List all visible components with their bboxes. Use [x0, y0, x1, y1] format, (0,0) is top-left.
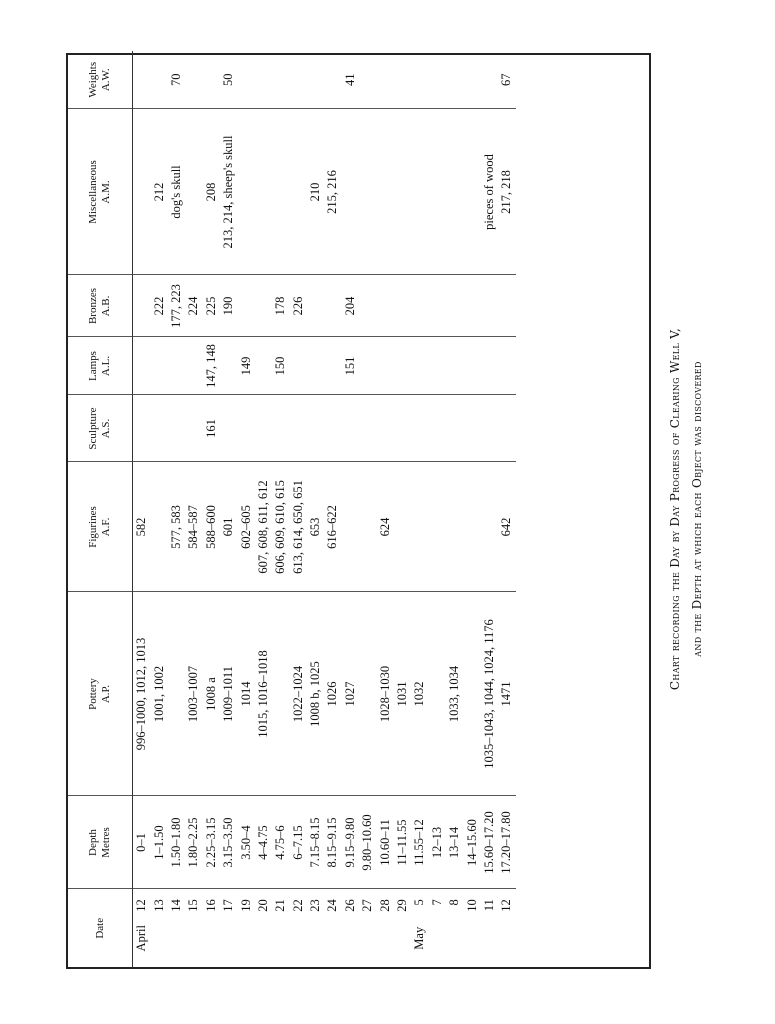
cell-misc: [411, 109, 428, 275]
header-sculpture: Sculpture A.S.: [68, 395, 133, 462]
cell-figurines: 601: [220, 462, 237, 592]
cell-pottery: [359, 592, 376, 796]
cell-pottery: 1001, 1002: [150, 592, 167, 796]
table-row: [498, 51, 515, 967]
cell-weights: [446, 51, 463, 109]
cell-sculpture: [411, 395, 428, 462]
cell-weights: [429, 51, 446, 109]
cell-depth: 6–7.15: [290, 796, 307, 889]
header-weights: Weights A.W.: [68, 51, 133, 109]
table-row: [394, 51, 411, 967]
rotated-page: [66, 53, 704, 969]
table-row: [376, 51, 393, 967]
cell-bronzes: 225: [203, 275, 220, 337]
cell-sculpture: [168, 395, 185, 462]
chart-caption: [664, 249, 708, 769]
table-row: [324, 51, 341, 967]
header-bronzes: Bronzes A.B.: [68, 275, 133, 337]
cell-lamps: 147, 148: [203, 337, 220, 395]
cell-figurines: 606, 609, 610, 615: [272, 462, 289, 592]
cell-depth: 1.80–2.25: [185, 796, 202, 889]
date-day: 17: [221, 899, 236, 912]
cell-depth: 11–11.55: [394, 796, 411, 889]
cell-sculpture: [481, 395, 498, 462]
cell-pottery: [272, 592, 289, 796]
caption-line-1: Chart recording the Day by Day Progress of Clearing Well V,: [668, 327, 682, 691]
table-row: [237, 51, 254, 967]
table-row: [133, 51, 151, 967]
header-miscellaneous: Miscellaneous A.M.: [68, 109, 133, 275]
cell-sculpture: [324, 395, 341, 462]
cell-pottery: [429, 592, 446, 796]
cell-misc: pieces of wood: [481, 109, 498, 275]
cell-sculpture: [255, 395, 272, 462]
cell-lamps: [463, 337, 480, 395]
cell-lamps: [133, 337, 151, 395]
cell-weights: 67: [498, 51, 515, 109]
cell-bronzes: [376, 275, 393, 337]
cell-date: [394, 889, 411, 967]
date-day: 21: [273, 899, 288, 912]
cell-figurines: [342, 462, 359, 592]
cell-date: [481, 889, 498, 967]
cell-bronzes: [446, 275, 463, 337]
cell-figurines: 642: [498, 462, 515, 592]
cell-weights: [185, 51, 202, 109]
header-depth: Depth Metres: [68, 796, 133, 889]
cell-weights: 41: [342, 51, 359, 109]
cell-date: [307, 889, 324, 967]
cell-lamps: [429, 337, 446, 395]
table-row: [150, 51, 167, 967]
table-row: [429, 51, 446, 967]
cell-date: [411, 889, 428, 967]
cell-date: [185, 889, 202, 967]
cell-pottery: 1031: [394, 592, 411, 796]
table-row: [411, 51, 428, 967]
cell-date: [429, 889, 446, 967]
cell-weights: [481, 51, 498, 109]
cell-date: [220, 889, 237, 967]
cell-bronzes: [324, 275, 341, 337]
cell-bronzes: 178: [272, 275, 289, 337]
cell-weights: [237, 51, 254, 109]
cell-lamps: [255, 337, 272, 395]
cell-date: [237, 889, 254, 967]
cell-figurines: [150, 462, 167, 592]
date-day: 24: [325, 899, 340, 912]
cell-date: [168, 889, 185, 967]
cell-figurines: [463, 462, 480, 592]
date-day: 15: [186, 899, 201, 912]
cell-depth: 10.60–11: [376, 796, 393, 889]
cell-sculpture: [394, 395, 411, 462]
cell-pottery: 1027: [342, 592, 359, 796]
cell-lamps: [185, 337, 202, 395]
cell-figurines: [411, 462, 428, 592]
cell-misc: 213, 214, sheep's skull: [220, 109, 237, 275]
cell-sculpture: [498, 395, 515, 462]
cell-depth: 13–14: [446, 796, 463, 889]
cell-pottery: 1008 b, 1025: [307, 592, 324, 796]
cell-weights: 50: [220, 51, 237, 109]
cell-misc: [463, 109, 480, 275]
cell-depth: 9.15–9.80: [342, 796, 359, 889]
table-row: [272, 51, 289, 967]
cell-lamps: [481, 337, 498, 395]
cell-weights: [255, 51, 272, 109]
cell-depth: 15.60–17.20: [481, 796, 498, 889]
header-date: Date: [68, 889, 133, 967]
cell-figurines: 584–587: [185, 462, 202, 592]
cell-lamps: 149: [237, 337, 254, 395]
cell-sculpture: [376, 395, 393, 462]
cell-pottery: 1032: [411, 592, 428, 796]
cell-figurines: [359, 462, 376, 592]
cell-weights: [463, 51, 480, 109]
cell-figurines: [446, 462, 463, 592]
cell-figurines: 577, 583: [168, 462, 185, 592]
table-row: [307, 51, 324, 967]
date-day: 14: [168, 899, 183, 912]
cell-figurines: 582: [133, 462, 151, 592]
cell-date: [255, 889, 272, 967]
cell-pottery: 1033, 1034: [446, 592, 463, 796]
cell-bronzes: [498, 275, 515, 337]
cell-depth: 1.50–1.80: [168, 796, 185, 889]
cell-depth: 2.25–3.15: [203, 796, 220, 889]
cell-pottery: 1003–1007: [185, 592, 202, 796]
cell-depth: 17.20–17.80: [498, 796, 515, 889]
cell-date: [324, 889, 341, 967]
cell-pottery: [168, 592, 185, 796]
cell-bronzes: 226: [290, 275, 307, 337]
cell-lamps: [394, 337, 411, 395]
cell-depth: 3.50–4: [237, 796, 254, 889]
cell-bronzes: [429, 275, 446, 337]
cell-figurines: [481, 462, 498, 592]
table-row: [359, 51, 376, 967]
table-row: [463, 51, 480, 967]
date-month: May: [412, 926, 427, 950]
cell-depth: 14–15.60: [463, 796, 480, 889]
cell-sculpture: [446, 395, 463, 462]
cell-bronzes: [394, 275, 411, 337]
cell-bronzes: 177, 223: [168, 275, 185, 337]
cell-depth: 11.55–12: [411, 796, 428, 889]
header-pottery: Pottery A.P.: [68, 592, 133, 796]
cell-figurines: 602–605: [237, 462, 254, 592]
cell-weights: [376, 51, 393, 109]
caption-line-2: and the Depth at which each Object was discovered: [690, 361, 704, 657]
cell-lamps: [359, 337, 376, 395]
table-row: [203, 51, 220, 967]
cell-weights: [290, 51, 307, 109]
chart-table-frame: [66, 53, 651, 969]
cell-pottery: 1008 a: [203, 592, 220, 796]
cell-bronzes: [359, 275, 376, 337]
header-row: [68, 51, 133, 967]
cell-date: [463, 889, 480, 967]
cell-misc: [342, 109, 359, 275]
cell-date: [359, 889, 376, 967]
cell-bronzes: [255, 275, 272, 337]
cell-sculpture: [150, 395, 167, 462]
cell-sculpture: [133, 395, 151, 462]
table-row: [168, 51, 185, 967]
cell-date: [446, 889, 463, 967]
cell-lamps: [290, 337, 307, 395]
cell-bronzes: 222: [150, 275, 167, 337]
cell-bronzes: [133, 275, 151, 337]
date-day: 23: [308, 899, 323, 912]
header-figurines: Figurines A.F.: [68, 462, 133, 592]
cell-weights: 70: [168, 51, 185, 109]
cell-pottery: 1014: [237, 592, 254, 796]
table-row: [481, 51, 498, 967]
cell-pottery: 1009–1011: [220, 592, 237, 796]
cell-sculpture: [290, 395, 307, 462]
cell-bronzes: [237, 275, 254, 337]
date-day: 26: [342, 899, 357, 912]
cell-pottery: 996–1000, 1012, 1013: [133, 592, 151, 796]
cell-misc: [237, 109, 254, 275]
cell-lamps: [150, 337, 167, 395]
cell-date: [498, 889, 515, 967]
header-lamps: Lamps A.L.: [68, 337, 133, 395]
cell-weights: [203, 51, 220, 109]
cell-lamps: [498, 337, 515, 395]
table-row: [290, 51, 307, 967]
cell-pottery: 1015, 1016–1018: [255, 592, 272, 796]
cell-depth: 12–13: [429, 796, 446, 889]
cell-figurines: 613, 614, 650, 651: [290, 462, 307, 592]
date-day: 27: [360, 899, 375, 912]
date-day: 13: [151, 899, 166, 912]
cell-bronzes: 204: [342, 275, 359, 337]
cell-date: [203, 889, 220, 967]
cell-depth: 3.15–3.50: [220, 796, 237, 889]
cell-misc: [429, 109, 446, 275]
cell-misc: [133, 109, 151, 275]
cell-figurines: 624: [376, 462, 393, 592]
cell-misc: [376, 109, 393, 275]
cell-pottery: 1035–1043, 1044, 1024, 1176: [481, 592, 498, 796]
cell-misc: 215, 216: [324, 109, 341, 275]
cell-misc: 210: [307, 109, 324, 275]
cell-lamps: [168, 337, 185, 395]
date-month: April: [134, 925, 149, 952]
date-day: 16: [203, 899, 218, 912]
cell-weights: [359, 51, 376, 109]
cell-bronzes: 224: [185, 275, 202, 337]
cell-figurines: 616–622: [324, 462, 341, 592]
cell-weights: [411, 51, 428, 109]
cell-lamps: [307, 337, 324, 395]
cell-misc: 208: [203, 109, 220, 275]
cell-misc: [185, 109, 202, 275]
cell-weights: [324, 51, 341, 109]
cell-depth: 7.15–8.15: [307, 796, 324, 889]
cell-sculpture: [237, 395, 254, 462]
cell-weights: [150, 51, 167, 109]
cell-lamps: 151: [342, 337, 359, 395]
date-day: 12: [499, 899, 514, 912]
cell-misc: [290, 109, 307, 275]
date-day: 28: [377, 899, 392, 912]
table-row: [220, 51, 237, 967]
cell-misc: [394, 109, 411, 275]
cell-sculpture: [429, 395, 446, 462]
cell-bronzes: [463, 275, 480, 337]
cell-pottery: 1471: [498, 592, 515, 796]
cell-lamps: [411, 337, 428, 395]
cell-depth: 9.80–10.60: [359, 796, 376, 889]
date-day: 20: [255, 899, 270, 912]
cell-date: [376, 889, 393, 967]
cell-sculpture: [185, 395, 202, 462]
cell-bronzes: [307, 275, 324, 337]
cell-weights: [307, 51, 324, 109]
cell-depth: 8.15–9.15: [324, 796, 341, 889]
cell-date: [150, 889, 167, 967]
cell-lamps: [446, 337, 463, 395]
cell-depth: 4–4.75: [255, 796, 272, 889]
table-row: [342, 51, 359, 967]
cell-misc: [446, 109, 463, 275]
date-day: 22: [290, 899, 305, 912]
cell-weights: [272, 51, 289, 109]
cell-date: [290, 889, 307, 967]
cell-date: [272, 889, 289, 967]
cell-figurines: 607, 608, 611, 612: [255, 462, 272, 592]
cell-pottery: 1022–1024: [290, 592, 307, 796]
cell-bronzes: [481, 275, 498, 337]
date-day: 8: [447, 899, 462, 906]
cell-pottery: [463, 592, 480, 796]
cell-figurines: [394, 462, 411, 592]
cell-lamps: 150: [272, 337, 289, 395]
cell-lamps: [324, 337, 341, 395]
cell-sculpture: [272, 395, 289, 462]
table-row: [185, 51, 202, 967]
cell-pottery: 1028–1030: [376, 592, 393, 796]
cell-figurines: 588–600: [203, 462, 220, 592]
cell-misc: [255, 109, 272, 275]
cell-lamps: [220, 337, 237, 395]
date-day: 11: [482, 899, 496, 912]
cell-figurines: [429, 462, 446, 592]
cell-sculpture: [307, 395, 324, 462]
date-day: 12: [134, 899, 149, 912]
date-day: 7: [429, 899, 444, 906]
cell-depth: 1–1.50: [150, 796, 167, 889]
cell-misc: [272, 109, 289, 275]
cell-sculpture: 161: [203, 395, 220, 462]
cell-bronzes: [411, 275, 428, 337]
cell-sculpture: [342, 395, 359, 462]
cell-pottery: 1026: [324, 592, 341, 796]
date-day: 19: [238, 899, 253, 912]
date-day: 29: [395, 899, 410, 912]
cell-lamps: [376, 337, 393, 395]
cell-weights: [394, 51, 411, 109]
cell-date: [133, 889, 151, 967]
date-day: 5: [412, 899, 427, 906]
table-row: [446, 51, 463, 967]
cell-sculpture: [463, 395, 480, 462]
cell-figurines: 653: [307, 462, 324, 592]
cell-misc: 212: [150, 109, 167, 275]
cell-misc: dog's skull: [168, 109, 185, 275]
cell-depth: 0–1: [133, 796, 151, 889]
cell-sculpture: [220, 395, 237, 462]
cell-sculpture: [359, 395, 376, 462]
table-row: [255, 51, 272, 967]
cell-bronzes: 190: [220, 275, 237, 337]
cell-date: [342, 889, 359, 967]
cell-misc: 217, 218: [498, 109, 515, 275]
table-body: [133, 51, 516, 967]
cell-weights: [133, 51, 151, 109]
cell-misc: [359, 109, 376, 275]
progress-table: [68, 51, 516, 967]
cell-depth: 4.75–6: [272, 796, 289, 889]
date-day: 10: [464, 899, 479, 912]
